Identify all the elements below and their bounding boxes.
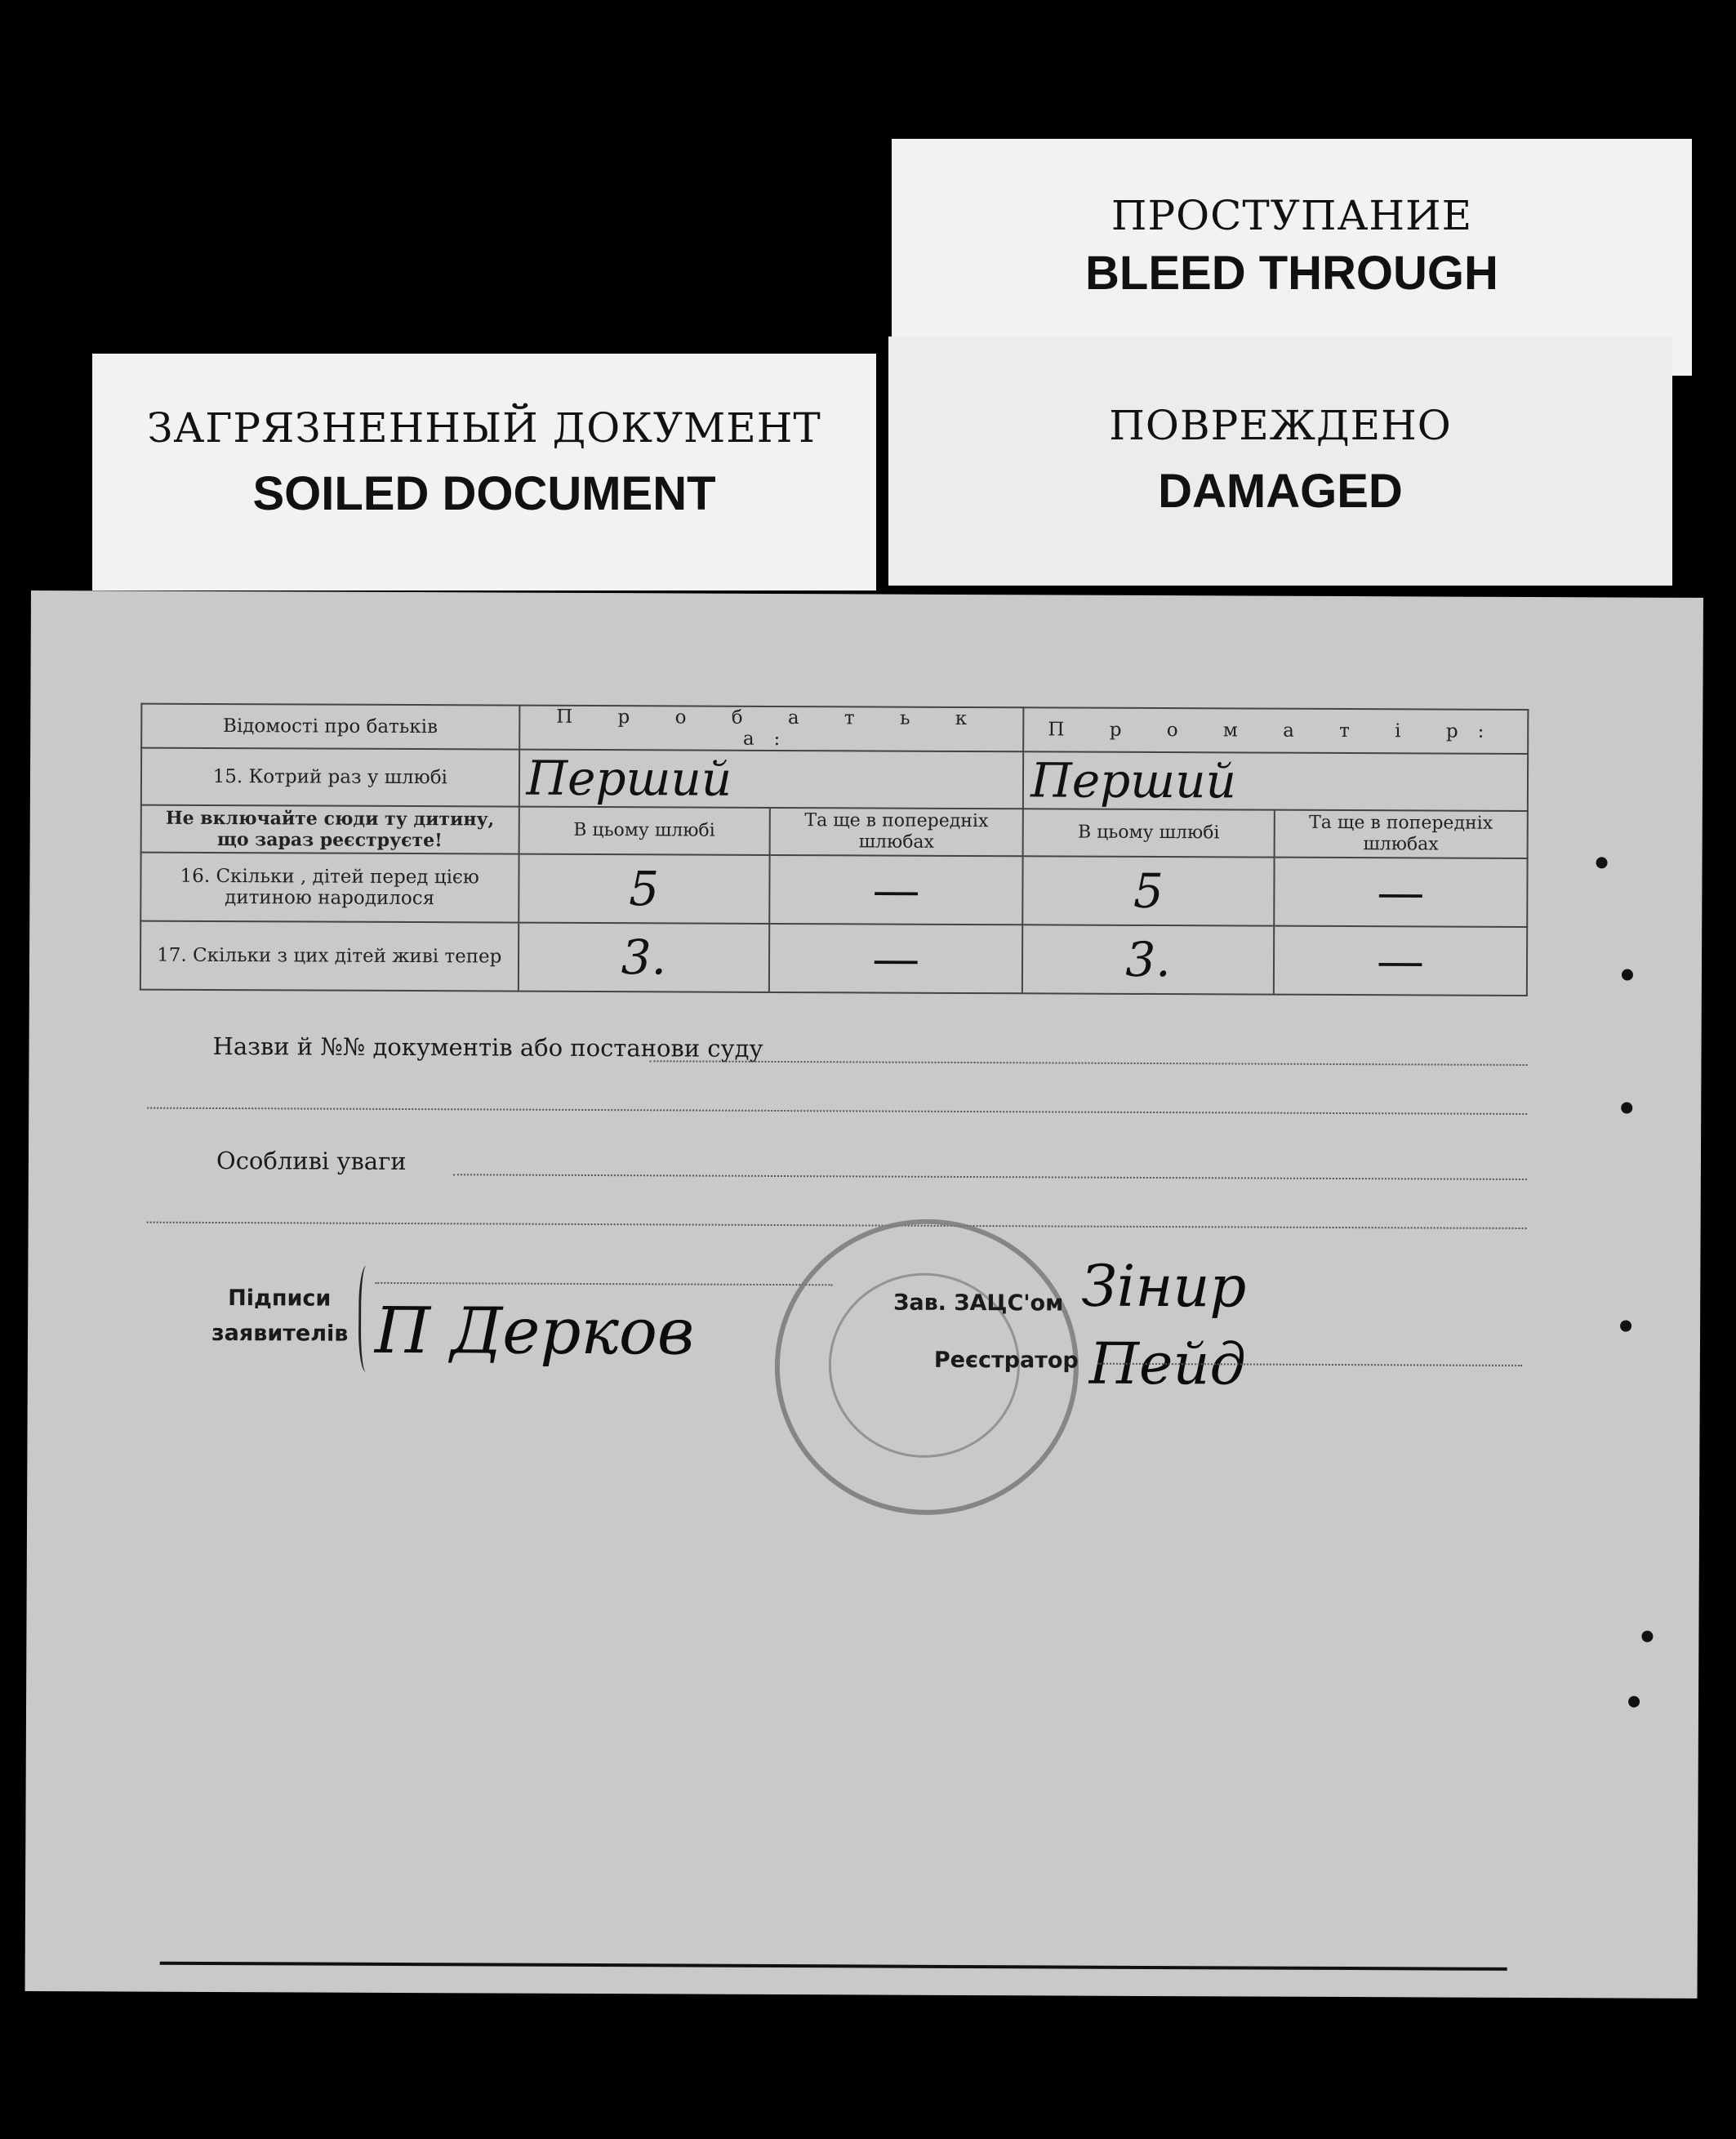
punch-hole bbox=[1620, 1321, 1631, 1332]
punch-hole bbox=[1596, 857, 1608, 868]
documents-label: Назви й №№ документів або постанови суду bbox=[212, 1032, 763, 1063]
applicants-label: заявителів bbox=[211, 1320, 349, 1347]
bottom-rule bbox=[160, 1962, 1507, 1971]
subheader-father-prev: Та ще в попередніх шлюбах bbox=[770, 808, 1023, 856]
bleed-label-ru: ПРОСТУПАНИЕ bbox=[1111, 192, 1473, 239]
table-row bbox=[140, 853, 1527, 927]
row17-mother-prev: — bbox=[1274, 926, 1528, 996]
applicant-signature: П Дерков bbox=[374, 1294, 695, 1370]
row15-father-value: Перший bbox=[519, 750, 1023, 809]
subheader-mother-prev: Та ще в попередніх шлюбах bbox=[1274, 810, 1527, 858]
table-row bbox=[141, 805, 1528, 858]
damaged-label-en: DAMAGED bbox=[1158, 465, 1403, 518]
row15-mother-value: Перший bbox=[1023, 751, 1528, 811]
row16-father-prev: — bbox=[769, 855, 1023, 925]
bleed-label-en: BLEED THROUGH bbox=[1085, 247, 1498, 300]
signatures-label: Підписи bbox=[228, 1286, 332, 1312]
row16-mother-this: 5 bbox=[1022, 856, 1274, 925]
row15-label: 15. Котрий раз у шлюбі bbox=[141, 748, 519, 807]
soiled-label-en: SOILED DOCUMENT bbox=[252, 467, 716, 520]
subheader-father-this: В цьому шлюбі bbox=[519, 807, 770, 855]
table-row bbox=[141, 704, 1528, 754]
soiled-document-card bbox=[92, 354, 876, 590]
subheader-warning: Не включайте сюди ту дитину, що зараз реєструєте! bbox=[141, 805, 519, 854]
row17-father-this: 3. bbox=[518, 923, 769, 992]
damaged-card bbox=[888, 336, 1672, 586]
form-sheet bbox=[25, 590, 1703, 1999]
row17-father-prev: — bbox=[769, 924, 1023, 993]
header-parents-info: Відомості про батьків bbox=[141, 704, 519, 750]
punch-hole bbox=[1621, 1103, 1632, 1114]
row16-father-this: 5 bbox=[519, 854, 770, 924]
header-father: П р о б а т ь к а: bbox=[519, 706, 1024, 752]
damaged-label-ru: ПОВРЕЖДЕНО bbox=[1109, 402, 1452, 449]
table-row bbox=[140, 921, 1527, 996]
remarks-line-2 bbox=[147, 1222, 1527, 1229]
punch-hole bbox=[1628, 1696, 1640, 1708]
head-of-registry-label: Зав. ЗАЦС'ом bbox=[893, 1290, 1064, 1317]
head-signature: Зінир bbox=[1081, 1252, 1247, 1321]
punch-hole bbox=[1622, 969, 1633, 981]
parents-info-table bbox=[140, 703, 1529, 996]
applicant-signature-line bbox=[375, 1282, 832, 1286]
subheader-mother-this: В цьому шлюбі bbox=[1023, 809, 1275, 857]
remarks-label: Особливі уваги bbox=[216, 1146, 407, 1176]
row17-label: 17. Скільки з цих дітей живі тепер bbox=[140, 921, 519, 992]
documents-line-2 bbox=[147, 1107, 1527, 1115]
row17-mother-this: 3. bbox=[1022, 925, 1274, 994]
row16-mother-prev: — bbox=[1274, 858, 1528, 927]
soiled-label-ru: ЗАГРЯЗНЕННЫЙ ДОКУМЕНТ bbox=[147, 404, 821, 452]
registrar-signature: Пейд bbox=[1088, 1330, 1246, 1398]
header-mother: П р о м а т і р: bbox=[1023, 707, 1528, 754]
registrar-label: Реєстратор bbox=[933, 1347, 1079, 1374]
punch-hole bbox=[1641, 1631, 1653, 1642]
row16-label: 16. Скільки , дітей перед цією дитиною народилося bbox=[140, 853, 519, 923]
table-row bbox=[141, 748, 1528, 811]
